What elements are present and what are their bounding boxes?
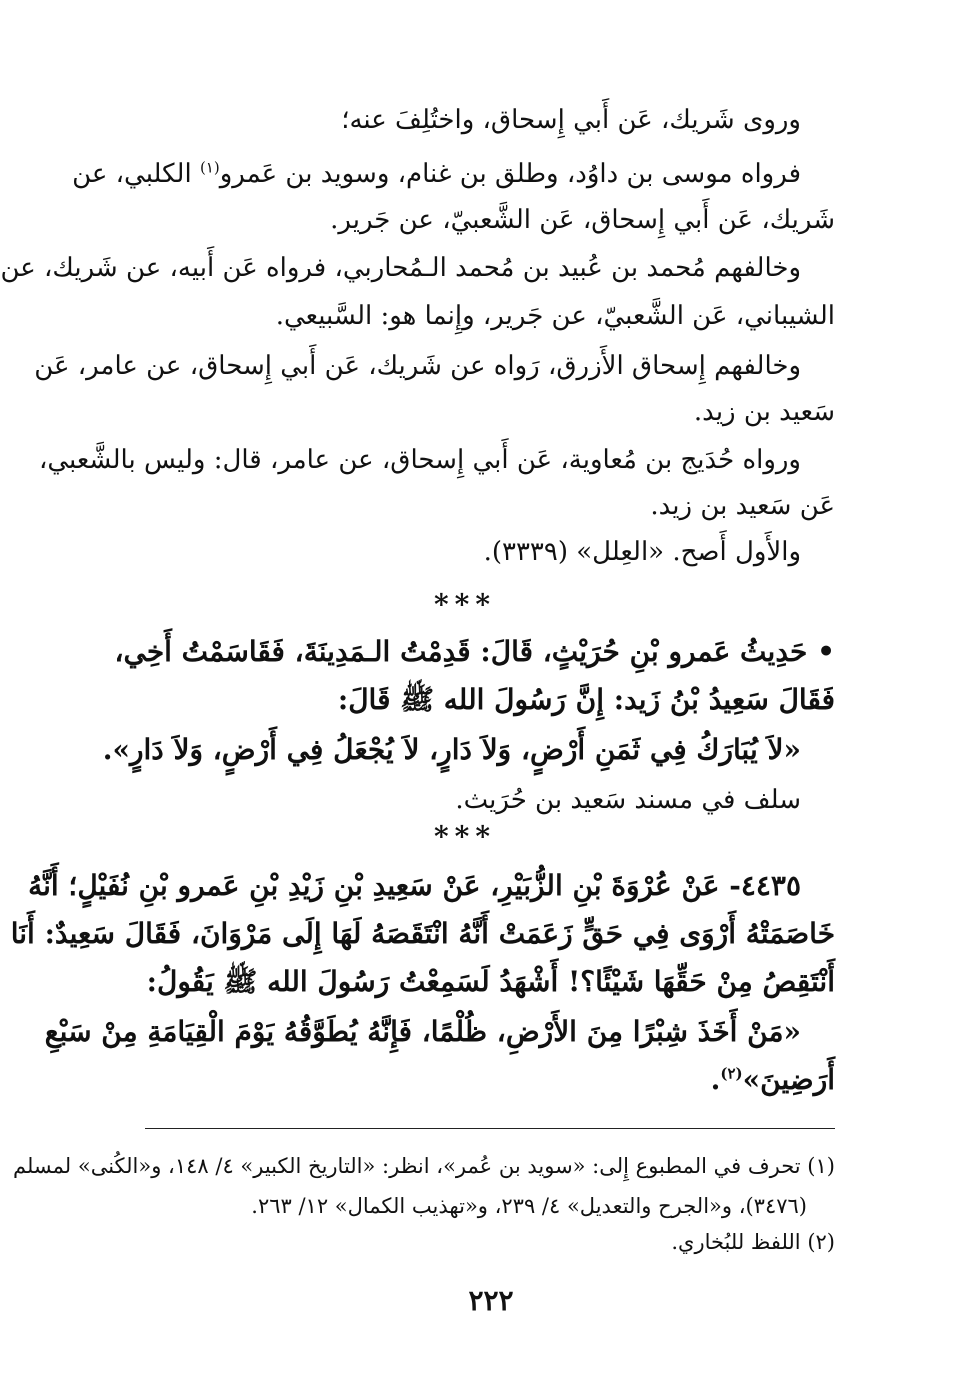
footnote-ref: (١) bbox=[199, 158, 220, 177]
footnote-ref: (٢) bbox=[720, 1064, 743, 1083]
hadith-line: • حَدِيثُ عَمرو بْنِ حُرَيْثٍ، قَالَ: قَدِمْتُ الـمَدِينَةَ، فَقَاسَمْتُ أَخِي، bbox=[114, 635, 835, 668]
hadith-quote bbox=[95, 1058, 835, 1102]
hadith-line: أَنْتَقِصُ مِنْ حَقِّهَا شَيْئًا؟! أَشْهَدُ لَسَمِعْتُ رَسُولَ الله ﷺ يَقُولُ: bbox=[146, 965, 835, 998]
footnote-separator bbox=[145, 1128, 835, 1129]
text-run: الكلبي، عن bbox=[72, 159, 200, 189]
footnote-line: (٢) اللفظ للبُخاري. bbox=[671, 1230, 835, 1254]
paragraph-line: سلف في مسند سَعيد بن حُرَيث. bbox=[455, 785, 801, 815]
paragraph-line: وخالفهم مُحمد بن عُبيد بن مُحمد الـمُحاربي، فرواه عَن أَبيه، عن شَريك، عن bbox=[0, 253, 801, 283]
hadith-line: فَقَالَ سَعِيدُ بْنُ زَيد: إِنَّ رَسُولَ الله ﷺ قَالَ: bbox=[337, 683, 835, 716]
text-run: أَرَضِينَ» bbox=[742, 1063, 835, 1096]
page-number: ٢٢٢ bbox=[468, 1284, 514, 1317]
hadith-line: خَاصَمَتْهُ أَرْوَى فِي حَقٍّ زَعَمَتْ أَنَّهُ انْتَقَصَهُ لَهَا إِلَى مَرْوَانَ، فَقَالَ سَعِيدٌ: أَنَا bbox=[10, 917, 835, 950]
paragraph-line: الشيباني، عَن الشَّعبيّ، عن جَرير، وإِنما هو: السَّبيعي. bbox=[275, 301, 835, 331]
paragraph-line: سَعيد بن زيد. bbox=[693, 397, 835, 427]
hadith-line: ٤٤٣٥- عَنْ عُرْوَةَ بْنِ الزُّبَيْرِ، عَنْ سَعِيدِ بْنِ زَيْدِ بْنِ عَمرو بْنِ نُفَيْلٍ؛ أَنَّهُ bbox=[28, 869, 801, 902]
paragraph-line: عَن سَعيد بن زيد. bbox=[650, 491, 835, 521]
paragraph-line: وخالفهم إِسحاق الأَزرق، رَواه عن شَريك، عَن أَبي إِسحاق، عن عامر، عَن bbox=[34, 351, 801, 381]
footnote-line: (٣٤٧٦)، و«الجرح والتعديل» ٤/ ٢٣٩، و«تهذيب الكمال» ١٢/ ٢٦٣. bbox=[251, 1194, 807, 1218]
paragraph-line: والأَول أَصح. «العِلل» (٣٣٣٩). bbox=[483, 537, 801, 567]
hadith-quote: «لاَ يُبَارَكُ فِي ثَمَنِ أَرْضٍ، وَلاَ دَارٍ، لاَ يُجْعَلُ فِي أَرْضٍ، وَلاَ دَارٍ». bbox=[102, 733, 801, 766]
hadith-quote: «مَنْ أَخَذَ شِبْرًا مِنَ الأَرْضِ، ظُلْمًا، فَإِنَّهُ يُطَوَّقُهُ يَوْمَ الْقِيَامَةِ مِنْ سَبْعِ bbox=[44, 1015, 801, 1048]
section-divider: *** bbox=[434, 588, 496, 621]
paragraph-line bbox=[72, 154, 835, 194]
paragraph-line: ورواه حُدَيج بن مُعاوية، عَن أَبي إِسحاق، عن عامر، قال: وليس بالشَّعبي، bbox=[38, 445, 801, 475]
paragraph-line: وروى شَريك، عَن أَبي إِسحاق، واختُلِفَ عنه؛ bbox=[341, 105, 801, 135]
footnote-line: (١) تحرف في المطبوع إِلى: «سويد بن عُمر»، انظر: «التاريخ الكبير» ٤/ ١٤٨، و«الكُنى» لمسلم bbox=[12, 1154, 835, 1178]
paragraph-line: شَريك، عَن أَبي إِسحاق، عَن الشَّعبيّ، عن جَرير. bbox=[330, 205, 835, 235]
text-run: فرواه موسى بن داوُد، وطلق بن غنام، وسويد بن عَمرو bbox=[219, 159, 801, 189]
section-divider: *** bbox=[434, 820, 496, 853]
text-run: . bbox=[710, 1063, 721, 1096]
